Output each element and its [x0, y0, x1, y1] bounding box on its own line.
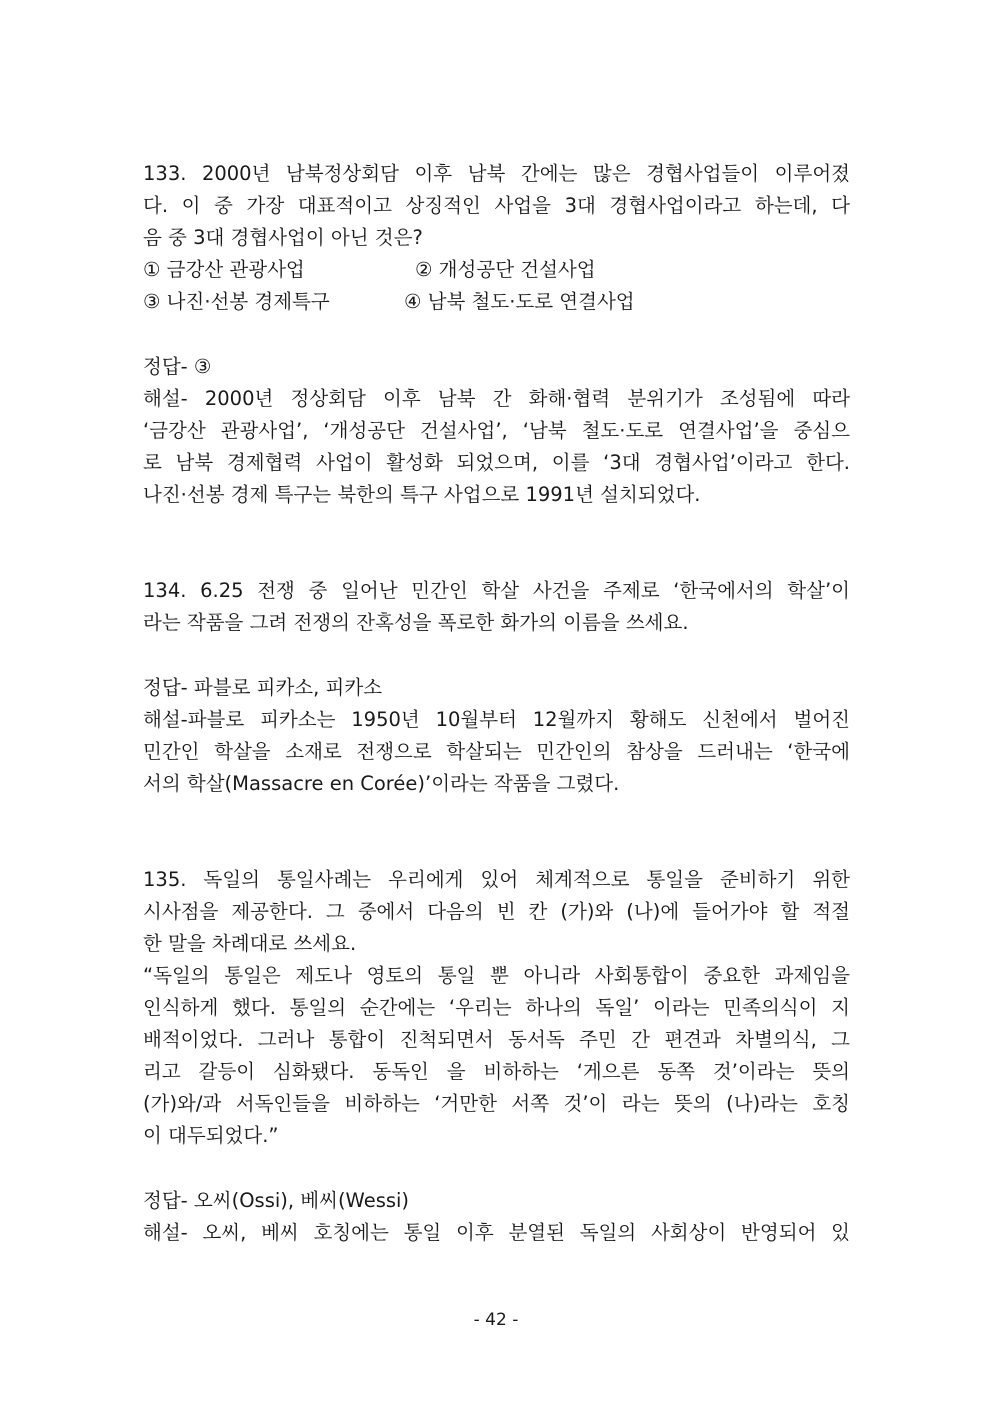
question-135-line-2: 시사점을 제공한다. 그 중에서 다음의 빈 칸 (가)와 (나)에 들어가야 할 적절: [143, 900, 850, 923]
explanation-133-line-1: 해설- 2000년 정상회담 이후 남북 간 화해·협력 분위기가 조성됨에 따라: [143, 387, 850, 410]
option-1: ① 금강산 관광사업: [143, 258, 305, 281]
question-134: [143, 575, 850, 800]
passage-135-line-4: 리고 갈등이 심화됐다. 동독인 을 비하하는 ‘게으른 동쪽 것’이라는 뜻의: [143, 1060, 850, 1083]
question-134-line-1: 134. 6.25 전쟁 중 일어난 민간인 학살 사건을 주제로 ‘한국에서의 학살’이: [143, 579, 850, 602]
question-135-line-1: 135. 독일의 통일사례는 우리에게 있어 체계적으로 통일을 준비하기 위한: [143, 868, 850, 891]
question-133-line-3: 음 중 3대 경협사업이 아닌 것은?: [143, 226, 423, 249]
explanation-135-line-1: 해설- 오씨, 베씨 호칭에는 통일 이후 분열된 독일의 사회상이 반영되어 있: [143, 1221, 850, 1244]
question-135-line-3: 한 말을 차례대로 쓰세요.: [143, 932, 357, 955]
answer-134: 정답- 파블로 피카소, 피카소: [143, 676, 383, 699]
question-133-line-1: 133. 2000년 남북정상회담 이후 남북 간에는 많은 경협사업들이 이루어졌: [143, 162, 850, 185]
option-2: ② 개성공단 건설사업: [415, 258, 596, 281]
explanation-134-line-1: 해설-파블로 피카소는 1950년 10월부터 12월까지 황해도 신천에서 벌어진: [143, 708, 850, 731]
options-row-1: [143, 254, 850, 286]
question-133-line-2: 다. 이 중 가장 대표적이고 상징적인 사업을 3대 경협사업이라고 하는데, 다: [143, 194, 850, 217]
passage-135-line-6: 이 대두되었다.”: [143, 1124, 279, 1147]
answer-135: 정답- 오씨(Ossi), 베씨(Wessi): [143, 1189, 410, 1212]
page-number: - 42 -: [473, 1310, 519, 1330]
passage-135-line-3: 배적이었다. 그러나 통합이 진척되면서 동서독 주민 간 편견과 차별의식, 그: [143, 1028, 850, 1051]
explanation-133-line-3: 로 남북 경제협력 사업이 활성화 되었으며, 이를 ‘3대 경협사업’이라고 한다.: [143, 451, 850, 474]
question-133: [143, 158, 850, 511]
question-134-line-2: 라는 작품을 그려 전쟁의 잔혹성을 폭로한 화가의 이름을 쓰세요.: [143, 611, 689, 634]
options-row-2: [143, 286, 850, 318]
passage-135-line-5: (가)와/과 서독인들을 비하하는 ‘거만한 서쪽 것’이 라는 뜻의 (나)라는 호칭: [143, 1092, 850, 1115]
page-content: [143, 158, 850, 1249]
passage-135-line-2: 인식하게 했다. 통일의 순간에는 ‘우리는 하나의 독일’ 이라는 민족의식이 지: [143, 996, 850, 1019]
question-135: [143, 864, 850, 1249]
option-4: ④ 남북 철도·도로 연결사업: [404, 290, 635, 313]
explanation-134-line-3: 서의 학살(Massacre en Corée)’이라는 작품을 그렸다.: [143, 772, 620, 795]
explanation-133-line-2: ‘금강산 관광사업’, ‘개성공단 건설사업’, ‘남북 철도·도로 연결사업’을 중심으: [143, 419, 850, 442]
explanation-134-line-2: 민간인 학살을 소재로 전쟁으로 학살되는 민간인의 참상을 드러내는 ‘한국에: [143, 740, 850, 763]
option-3: ③ 나진·선봉 경제특구: [143, 290, 330, 313]
passage-135-line-1: “독일의 통일은 제도나 영토의 통일 뿐 아니라 사회통합이 중요한 과제임을: [143, 964, 850, 987]
explanation-133-line-4: 나진·선봉 경제 특구는 북한의 특구 사업으로 1991년 설치되었다.: [143, 483, 701, 506]
answer-133: 정답- ③: [143, 355, 212, 378]
